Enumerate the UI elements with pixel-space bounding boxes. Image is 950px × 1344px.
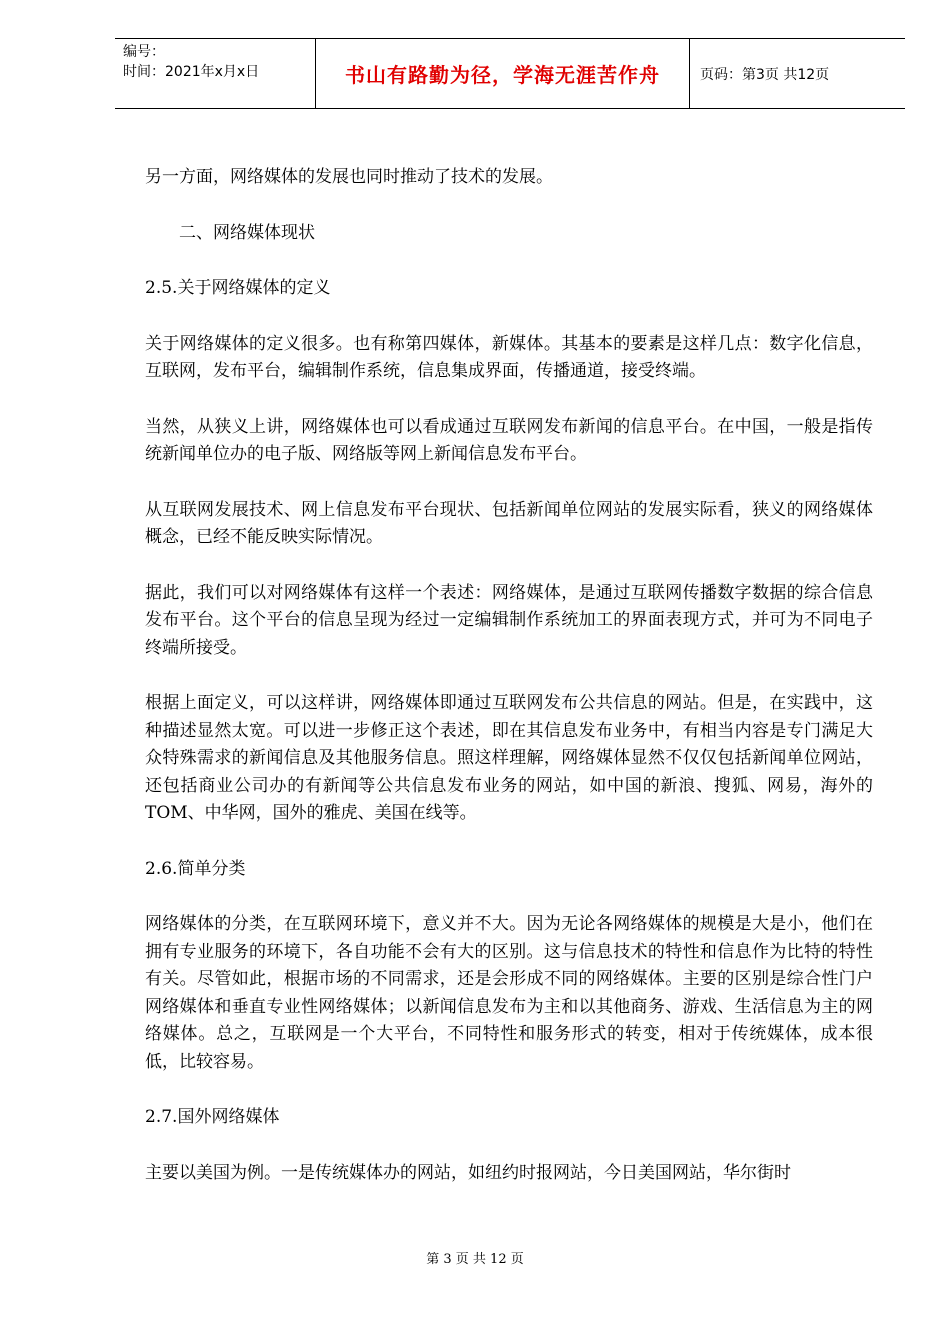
- paragraph: 主要以美国为例。一是传统媒体办的网站，如纽约时报网站，今日美国网站，华尔街时: [145, 1162, 791, 1183]
- subsection-heading: 2.6.简单分类: [145, 858, 246, 879]
- paragraph: 当然，从狭义上讲，网络媒体也可以看成通过互联网发布新闻的信息平台。在中国，一般是指传统新闻单位办的电子版、网络版等网上新闻信息发布平台。: [145, 416, 873, 464]
- document-body: [145, 164, 873, 1187]
- header-motto-cell: [316, 39, 690, 108]
- paragraph: 从互联网发展技术、网上信息发布平台现状、包括新闻单位网站的发展实际看，狭义的网络媒体概念，已经不能反映实际情况。: [145, 499, 873, 547]
- header-motto: 书山有路勤为径，学海无涯苦作舟: [345, 63, 660, 87]
- header-page-number: 页码：第3页 共12页: [700, 66, 830, 83]
- page-footer: [0, 1248, 950, 1267]
- paragraph: 网络媒体的分类，在互联网环境下，意义并不大。因为无论各网络媒体的规模是大是小，他们在拥有专业服务的环境下，各自功能不会有大的区别。这与信息技术的特性和信息作为比特的特性有关。尽管如此，根据市场的不同需求，还是会形成不同的网络媒体。主要的区别是综合性门户网络媒体和垂直专业性网络媒体；以新闻信息发布为主和以其他商务、游戏、生活信息为主的网络媒体。总之，互联网是一个大平台，不同特性和服务形式的转变，相对于传统媒体，成本很低，比较容易。: [145, 914, 873, 1072]
- paragraph: 根据上面定义，可以这样讲，网络媒体即通过互联网发布公共信息的网站。但是，在实践中，这种描述显然太宽。可以进一步修正这个表述，即在其信息发布业务中，有相当内容是专门满足大众特殊需求的新闻信息及其他服务信息。照这样理解，网络媒体显然不仅仅包括新闻单位网站，还包括商业公司办的有新闻等公共信息发布业务的网站，如中国的新浪、搜狐、网易，海外的TOM、中华网，国外的雅虎、美国在线等。: [145, 693, 873, 823]
- section-heading: 二、网络媒体现状: [179, 222, 315, 243]
- subsection-heading: 2.7.国外网络媒体: [145, 1107, 280, 1127]
- paragraph: 关于网络媒体的定义很多。也有称第四媒体，新媒体。其基本的要素是这样几点：数字化信息，互联网，发布平台，编辑制作系统，信息集成界面，传播通道，接受终端。: [145, 333, 873, 381]
- header-page-cell: [690, 39, 905, 108]
- header-meta: [115, 39, 316, 108]
- paragraph: 据此，我们可以对网络媒体有这样一个表述：网络媒体，是通过互联网传播数字数据的综合信息发布平台。这个平台的信息呈现为经过一定编辑制作系统加工的界面表现方式，并可为不同电子终端所接受。: [145, 582, 873, 658]
- subsection-heading: 2.5.关于网络媒体的定义: [145, 278, 331, 298]
- page-header: [115, 38, 905, 109]
- document-number-label: 编号：: [123, 44, 165, 60]
- paragraph: 另一方面，网络媒体的发展也同时推动了技术的发展。: [145, 167, 553, 187]
- footer-page-number: 第 3 页 共 12 页: [426, 1252, 524, 1267]
- document-time-label: 时间：2021年x月x日: [123, 64, 260, 80]
